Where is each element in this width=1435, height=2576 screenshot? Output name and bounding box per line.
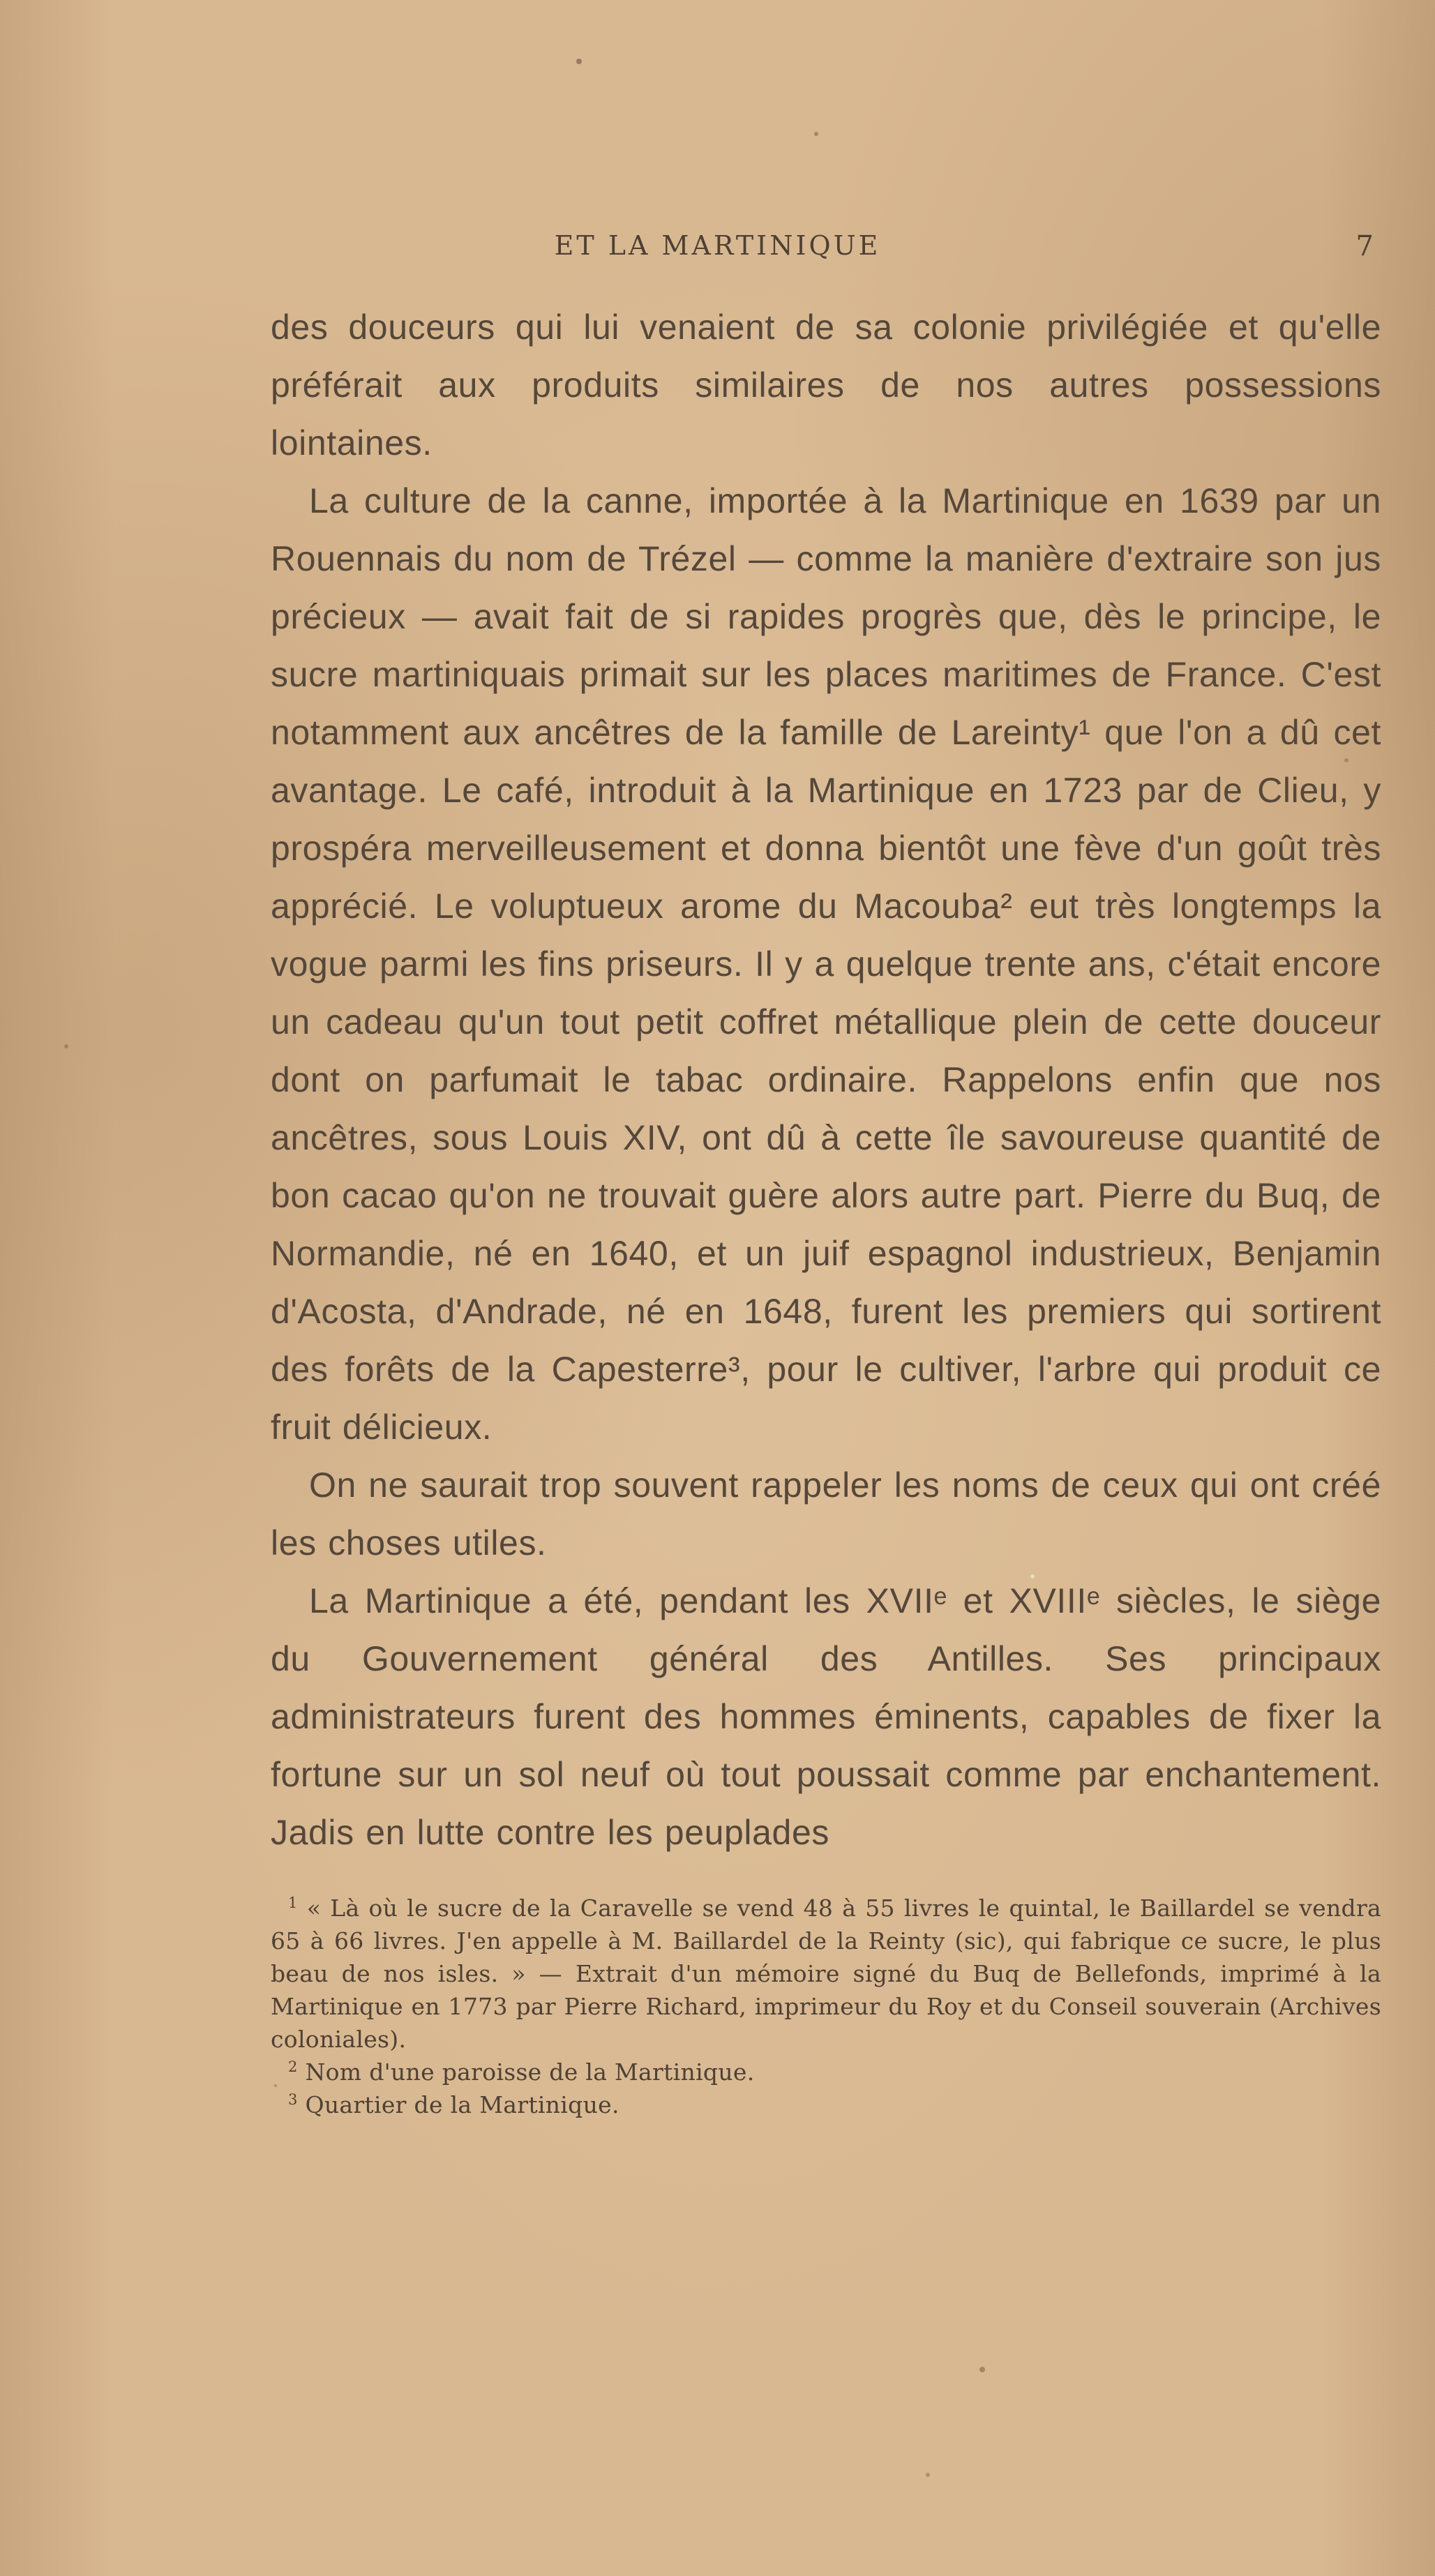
footnote-text: Quartier de la Martinique.: [305, 2091, 619, 2118]
footnote-text: « Là où le sucre de la Caravelle se vend 48 à 55 livres le quintal, le Baillardel se vendra 65 à 66 livres. J'en appelle à M. Baillardel de la Reinty (sic), qui fabrique ce sucre, le plus beau de nos isles. » — Extrait d'un mémoire signé du Buq de Bellefonds, imprimé à la Martinique en 1773 par Pierre Richard, imprimeur du Roy et du Conseil souverain (Archives coloniales).: [271, 1895, 1381, 2053]
footnote-marker: 2: [288, 2058, 298, 2075]
footnote-marker: 3: [288, 2091, 298, 2108]
footnote-2: [271, 2056, 1381, 2088]
footnotes: [271, 1892, 1381, 2121]
page-number: 7: [1355, 230, 1374, 262]
footnote-3: [271, 2088, 1381, 2121]
running-title: ET LA MARTINIQUE: [554, 230, 881, 261]
body-text: [271, 299, 1381, 1862]
running-head: [0, 230, 1435, 272]
paragraph-culture-canne: La culture de la canne, importée à la Martinique en 1639 par un Rouennais du nom de Trézel — comme la manière d'extraire son jus précieux — avait fait de si rapides progrès que, dès le principe, le sucre martiniquais primait sur les places maritimes de France. C'est notamment aux ancêtres de la famille de Lareinty¹ que l'on a dû cet avantage. Le café, introduit à la Martinique en 1723 par de Clieu, y prospéra merveilleusement et donna bientôt une fève d'un goût très apprécié. Le voluptueux arome du Macouba² eut très longtemps la vogue parmi les fins priseurs. Il y a quelque trente ans, c'était encore un cadeau qu'un tout petit coffret métallique plein de cette douceur dont on parfumait le tabac ordinaire. Rappelons enfin que nos ancêtres, sous Louis XIV, ont dû à cette île savoureuse quantité de bon cacao qu'on ne trouvait guère alors autre part. Pierre du Buq, de Normandie, né en 1640, et un juif espagnol industrieux, Benjamin d'Acosta, d'Andrade, né en 1648, furent les premiers qui sortirent des forêts de la Capesterre³, pour le cultiver, l'arbre qui produit ce fruit délicieux.: [271, 481, 1381, 1447]
footnote-marker: 1: [288, 1895, 298, 1911]
paragraph-noms-utiles: On ne saurait trop souvent rappeler les noms de ceux qui ont créé les choses utiles.: [271, 1466, 1381, 1562]
footnote-1: [271, 1892, 1381, 2056]
paragraph-continued: des douceurs qui lui venaient de sa colonie privilégiée et qu'elle préférait aux produits similaires de nos autres possessions lointaines.: [271, 308, 1381, 462]
footnote-text: Nom d'une paroisse de la Martinique.: [305, 2058, 755, 2086]
paragraph-gouvernement: La Martinique a été, pendant les XVIIᵉ et XVIIIᵉ siècles, le siège du Gouvernement général des Antilles. Ses principaux administrateurs furent des hommes éminents, capables de fixer la fortune sur un sol neuf où tout poussait comme par enchantement. Jadis en lutte contre les peuplades: [271, 1581, 1381, 1852]
